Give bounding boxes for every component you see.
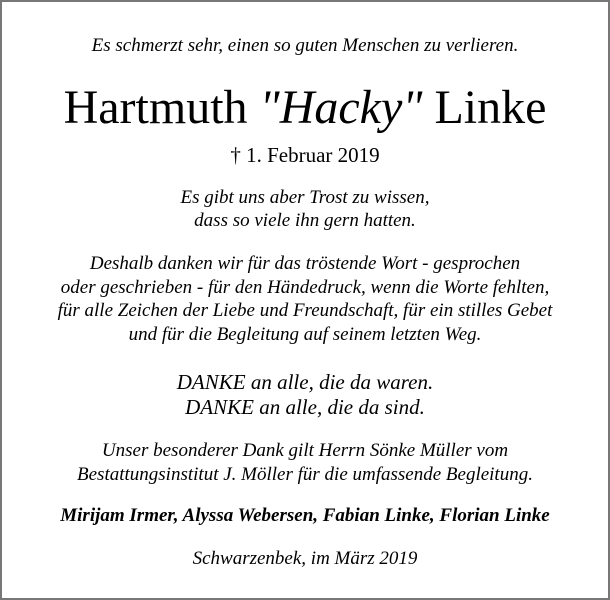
name-nickname: "Hacky" [259, 81, 423, 134]
special-thanks [2, 439, 608, 487]
signatories: Mirijam Irmer, Alyssa Webersen, Fabian Linke, Florian Linke [60, 505, 550, 526]
special-thanks-line: Bestattungsinstitut J. Möller für die umfassende Begleitung. [77, 464, 533, 485]
danke-line: DANKE an alle, die da sind. [185, 395, 425, 419]
danke-line: DANKE an alle, die da waren. [176, 370, 434, 394]
danke-block [2, 370, 608, 420]
name-last: Linke [434, 81, 547, 134]
comfort-line: Es gibt uns aber Trost zu wissen, [180, 187, 430, 208]
thanks-line: Deshalb danken wir für das tröstende Wort - gesprochen [89, 253, 521, 274]
special-thanks-line: Unser besonderer Dank gilt Herrn Sönke Müller vom [101, 440, 509, 461]
comfort-verse [2, 186, 608, 232]
thanks-paragraph [2, 252, 608, 346]
thanks-line: oder geschrieben - für den Händedruck, wenn die Worte fehlten, [60, 276, 550, 298]
name-first: Hartmuth [63, 81, 248, 134]
comfort-line: dass so viele ihn gern hatten. [194, 210, 416, 231]
thanks-line: und für die Begleitung auf seinem letzten Weg. [128, 323, 482, 345]
thanks-line: für alle Zeichen der Liebe und Freundschaft, für ein stilles Gebet [57, 300, 553, 321]
place-date: Schwarzenbek, im März 2019 [192, 548, 418, 569]
deceased-name [2, 82, 608, 135]
death-date: † 1. Februar 2019 [230, 143, 380, 167]
motto-text: Es schmerzt sehr, einen so guten Menschen zu verlieren. [91, 35, 519, 56]
